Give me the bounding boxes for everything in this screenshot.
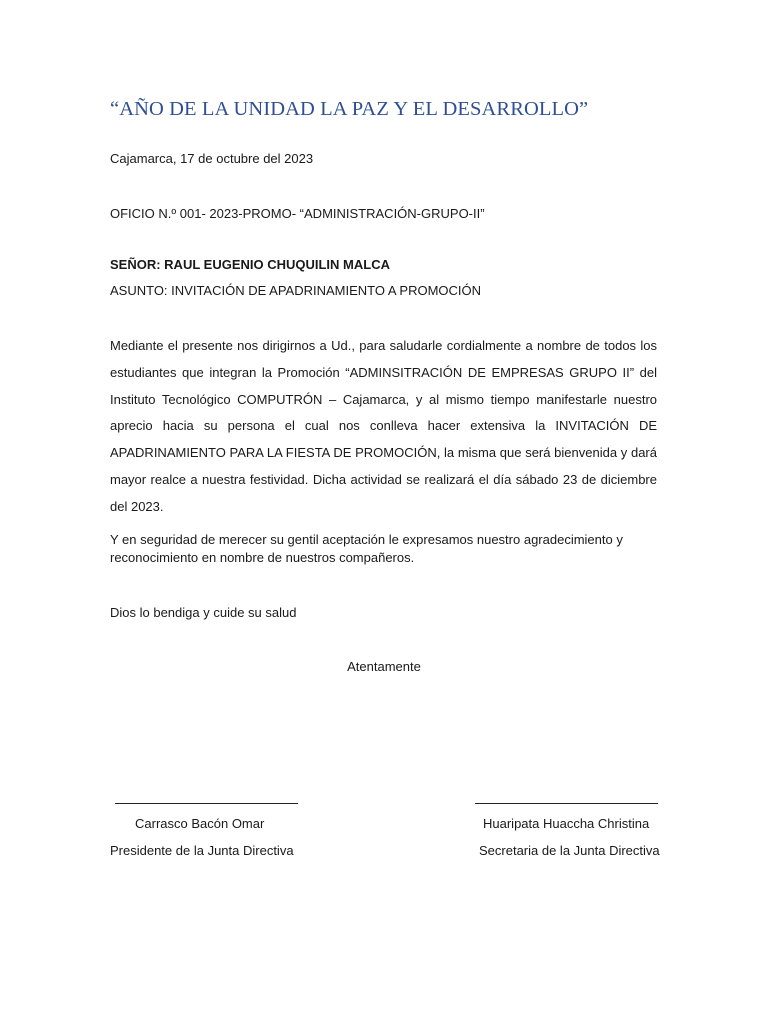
recipient-line: SEÑOR: RAUL EUGENIO CHUQUILIN MALCA	[110, 257, 390, 272]
sign-off: Atentamente	[347, 659, 421, 674]
invitation-paragraph: Mediante el presente nos dirigirnos a Ud., para saludarle cordialmente a nombre de todos los estudiantes que integran la Promoción “ADMINSITRACIÓN DE EMPRESAS GRUPO II” del Instituto Tecnológico COMPUTRÓN – Cajamarca, y al mismo tiempo manifestarle nuestro aprecio hacia su persona el cual nos conlleva hacer extensiva la INVITACIÓN DE APADRINAMIENTO PARA LA FIESTA DE PROMOCIÓN, la misma que será bienvenida y dará mayor realce a nuestra festividad. Dicha actividad se realizará el día sábado 23 de diciembre del 2023.	[110, 338, 657, 514]
year-motto-heading: “AÑO DE LA UNIDAD LA PAZ Y EL DESARROLLO”	[110, 98, 589, 120]
signatory-name: Carrasco Bacón Omar	[135, 816, 265, 831]
signature-line	[475, 803, 658, 804]
date-line: Cajamarca, 17 de octubre del 2023	[110, 151, 314, 166]
signatory-role: Secretaria de la Junta Directiva	[479, 843, 660, 858]
signatory-role: Presidente de la Junta Directiva	[110, 843, 294, 858]
gratitude-paragraph: Y en seguridad de merecer su gentil aceptación le expresamos nuestro agradecimiento y reconocimiento en nombre de nuestros compañeros.	[110, 532, 623, 565]
blessing-line: Dios lo bendiga y cuide su salud	[110, 605, 297, 620]
signature-block-president	[110, 789, 310, 858]
signatory-name: Huaripata Huaccha Christina	[483, 816, 650, 831]
signature-line	[115, 803, 298, 804]
oficio-reference: OFICIO N.º 001- 2023-PROMO- “ADMINISTRACIÓN-GRUPO-II”	[110, 206, 485, 221]
subject-line: ASUNTO: INVITACIÓN DE APADRINAMIENTO A PROMOCIÓN	[110, 283, 482, 298]
signature-block-secretary	[470, 789, 670, 858]
